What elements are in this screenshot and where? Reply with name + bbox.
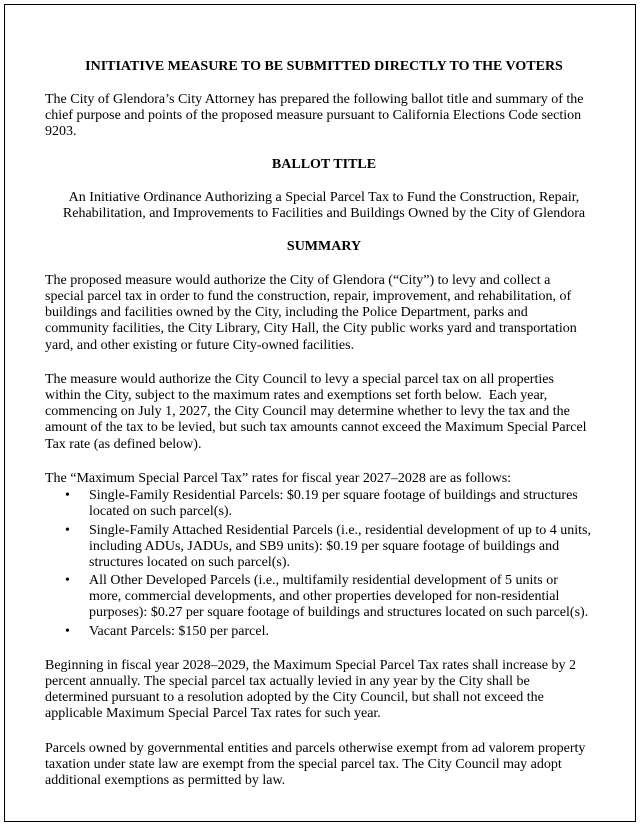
ballot-title-line: Rehabilitation, and Improvements to Facilities and Buildings Owned by the City of Glendora (62, 205, 586, 221)
paragraph-line: determined pursuant to a resolution adopted by the City Council, but shall not exceed the (45, 690, 544, 706)
summary-heading (45, 239, 603, 255)
paragraph-line: The measure would authorize the City Council to levy a special parcel tax on all properties (45, 371, 554, 387)
list-item-line: Single-Family Attached Residential Parcels (i.e., residential development of up to 4 units, (89, 522, 591, 538)
paragraph-line: The City of Glendora’s City Attorney has prepared the following ballot title and summary of the (45, 91, 584, 107)
list-item-line: structures located on such parcel(s). (89, 555, 290, 571)
ballot-title-line: An Initiative Ordinance Authorizing a Special Parcel Tax to Fund the Construction, Repair, (68, 189, 580, 205)
rates-list-item-single-family (65, 487, 603, 521)
ballot-title-heading (45, 157, 603, 173)
list-item-line: Vacant Parcels: $150 per parcel. (89, 623, 269, 639)
list-item-line: located on such parcel(s). (89, 503, 233, 519)
paragraph-line: special parcel tax in order to fund the construction, repair, improvement, and rehabilitation, of (45, 288, 572, 304)
paragraph-line: taxation under state law are exempt from the special parcel tax. The City Council may adopt (45, 756, 562, 772)
rates-intro (45, 471, 603, 487)
summary-paragraph-2 (45, 372, 603, 453)
bullet-marker: • (65, 487, 70, 503)
summary-paragraph-1 (45, 273, 603, 354)
rates-list-item-single-family-attached (65, 522, 603, 572)
paragraph-line: community facilities, the City Library, City Hall, the City public works yard and transportation (45, 321, 577, 337)
paragraph-line: 9203. (45, 124, 77, 140)
bullet-marker: • (65, 623, 70, 639)
rates-list-item-other-developed (65, 572, 603, 622)
paragraph-line: yard, and other existing or future City-owned facilities. (45, 337, 355, 353)
paragraph-line: commencing on July 1, 2027, the City Council may determine whether to levy the tax and the (45, 404, 570, 420)
paragraph-line: Beginning in fiscal year 2028–2029, the Maximum Special Parcel Tax rates shall increase by 2 (45, 657, 577, 673)
list-item-line: including ADUs, JADUs, and SB9 units): $0.19 per square footage of buildings and (89, 538, 560, 554)
ballot-title-text (45, 190, 603, 223)
document-heading (45, 59, 603, 75)
paragraph-line: Parcels owned by governmental entities and parcels otherwise exempt from ad valorem property (45, 740, 586, 756)
exemptions-paragraph (45, 741, 603, 790)
rates-list-item-vacant (65, 623, 603, 640)
paragraph-line: chief purpose and points of the proposed measure pursuant to California Elections Code section (45, 107, 582, 123)
intro-paragraph (45, 92, 603, 141)
bullet-marker: • (65, 522, 70, 538)
paragraph-line: amount of the tax to be levied, but such tax amounts cannot exceed the Maximum Special Parcel (45, 420, 587, 436)
paragraph-line: within the City, subject to the maximum rates and exemptions set forth below. Each year, (45, 387, 548, 403)
summary-heading-text: SUMMARY (286, 239, 362, 254)
paragraph-line: applicable Maximum Special Parcel Tax rates for such year. (45, 706, 381, 722)
list-item-line: purposes): $0.27 per square footage of buildings and structures located on such parcel(s). (89, 605, 589, 621)
paragraph-line: buildings and facilities owned by the City, including the Police Department, parks and (45, 305, 528, 321)
paragraph-line: percent annually. The special parcel tax actually levied in any year by the City shall be (45, 673, 530, 689)
document-heading-text: INITIATIVE MEASURE TO BE SUBMITTED DIRECTLY TO THE VOTERS (85, 59, 563, 74)
paragraph-line: Tax rate (as defined below). (45, 436, 202, 452)
list-item-line: Single-Family Residential Parcels: $0.19 per square footage of buildings and structures (89, 487, 578, 503)
paragraph-line: additional exemptions as permitted by law. (45, 773, 286, 789)
list-item-line: more, commercial developments, and other properties developed for non-residential (89, 588, 560, 604)
bullet-marker: • (65, 572, 70, 588)
rates-intro-text: The “Maximum Special Parcel Tax” rates for fiscal year 2027–2028 are as follows: (45, 470, 512, 486)
paragraph-line: The proposed measure would authorize the City of Glendora (“City”) to levy and collect a (45, 272, 551, 288)
rate-increase-paragraph (45, 658, 603, 723)
list-item-line: All Other Developed Parcels (i.e., multifamily residential development of 5 units or (89, 572, 558, 588)
ballot-title-heading-text: BALLOT TITLE (271, 157, 377, 172)
